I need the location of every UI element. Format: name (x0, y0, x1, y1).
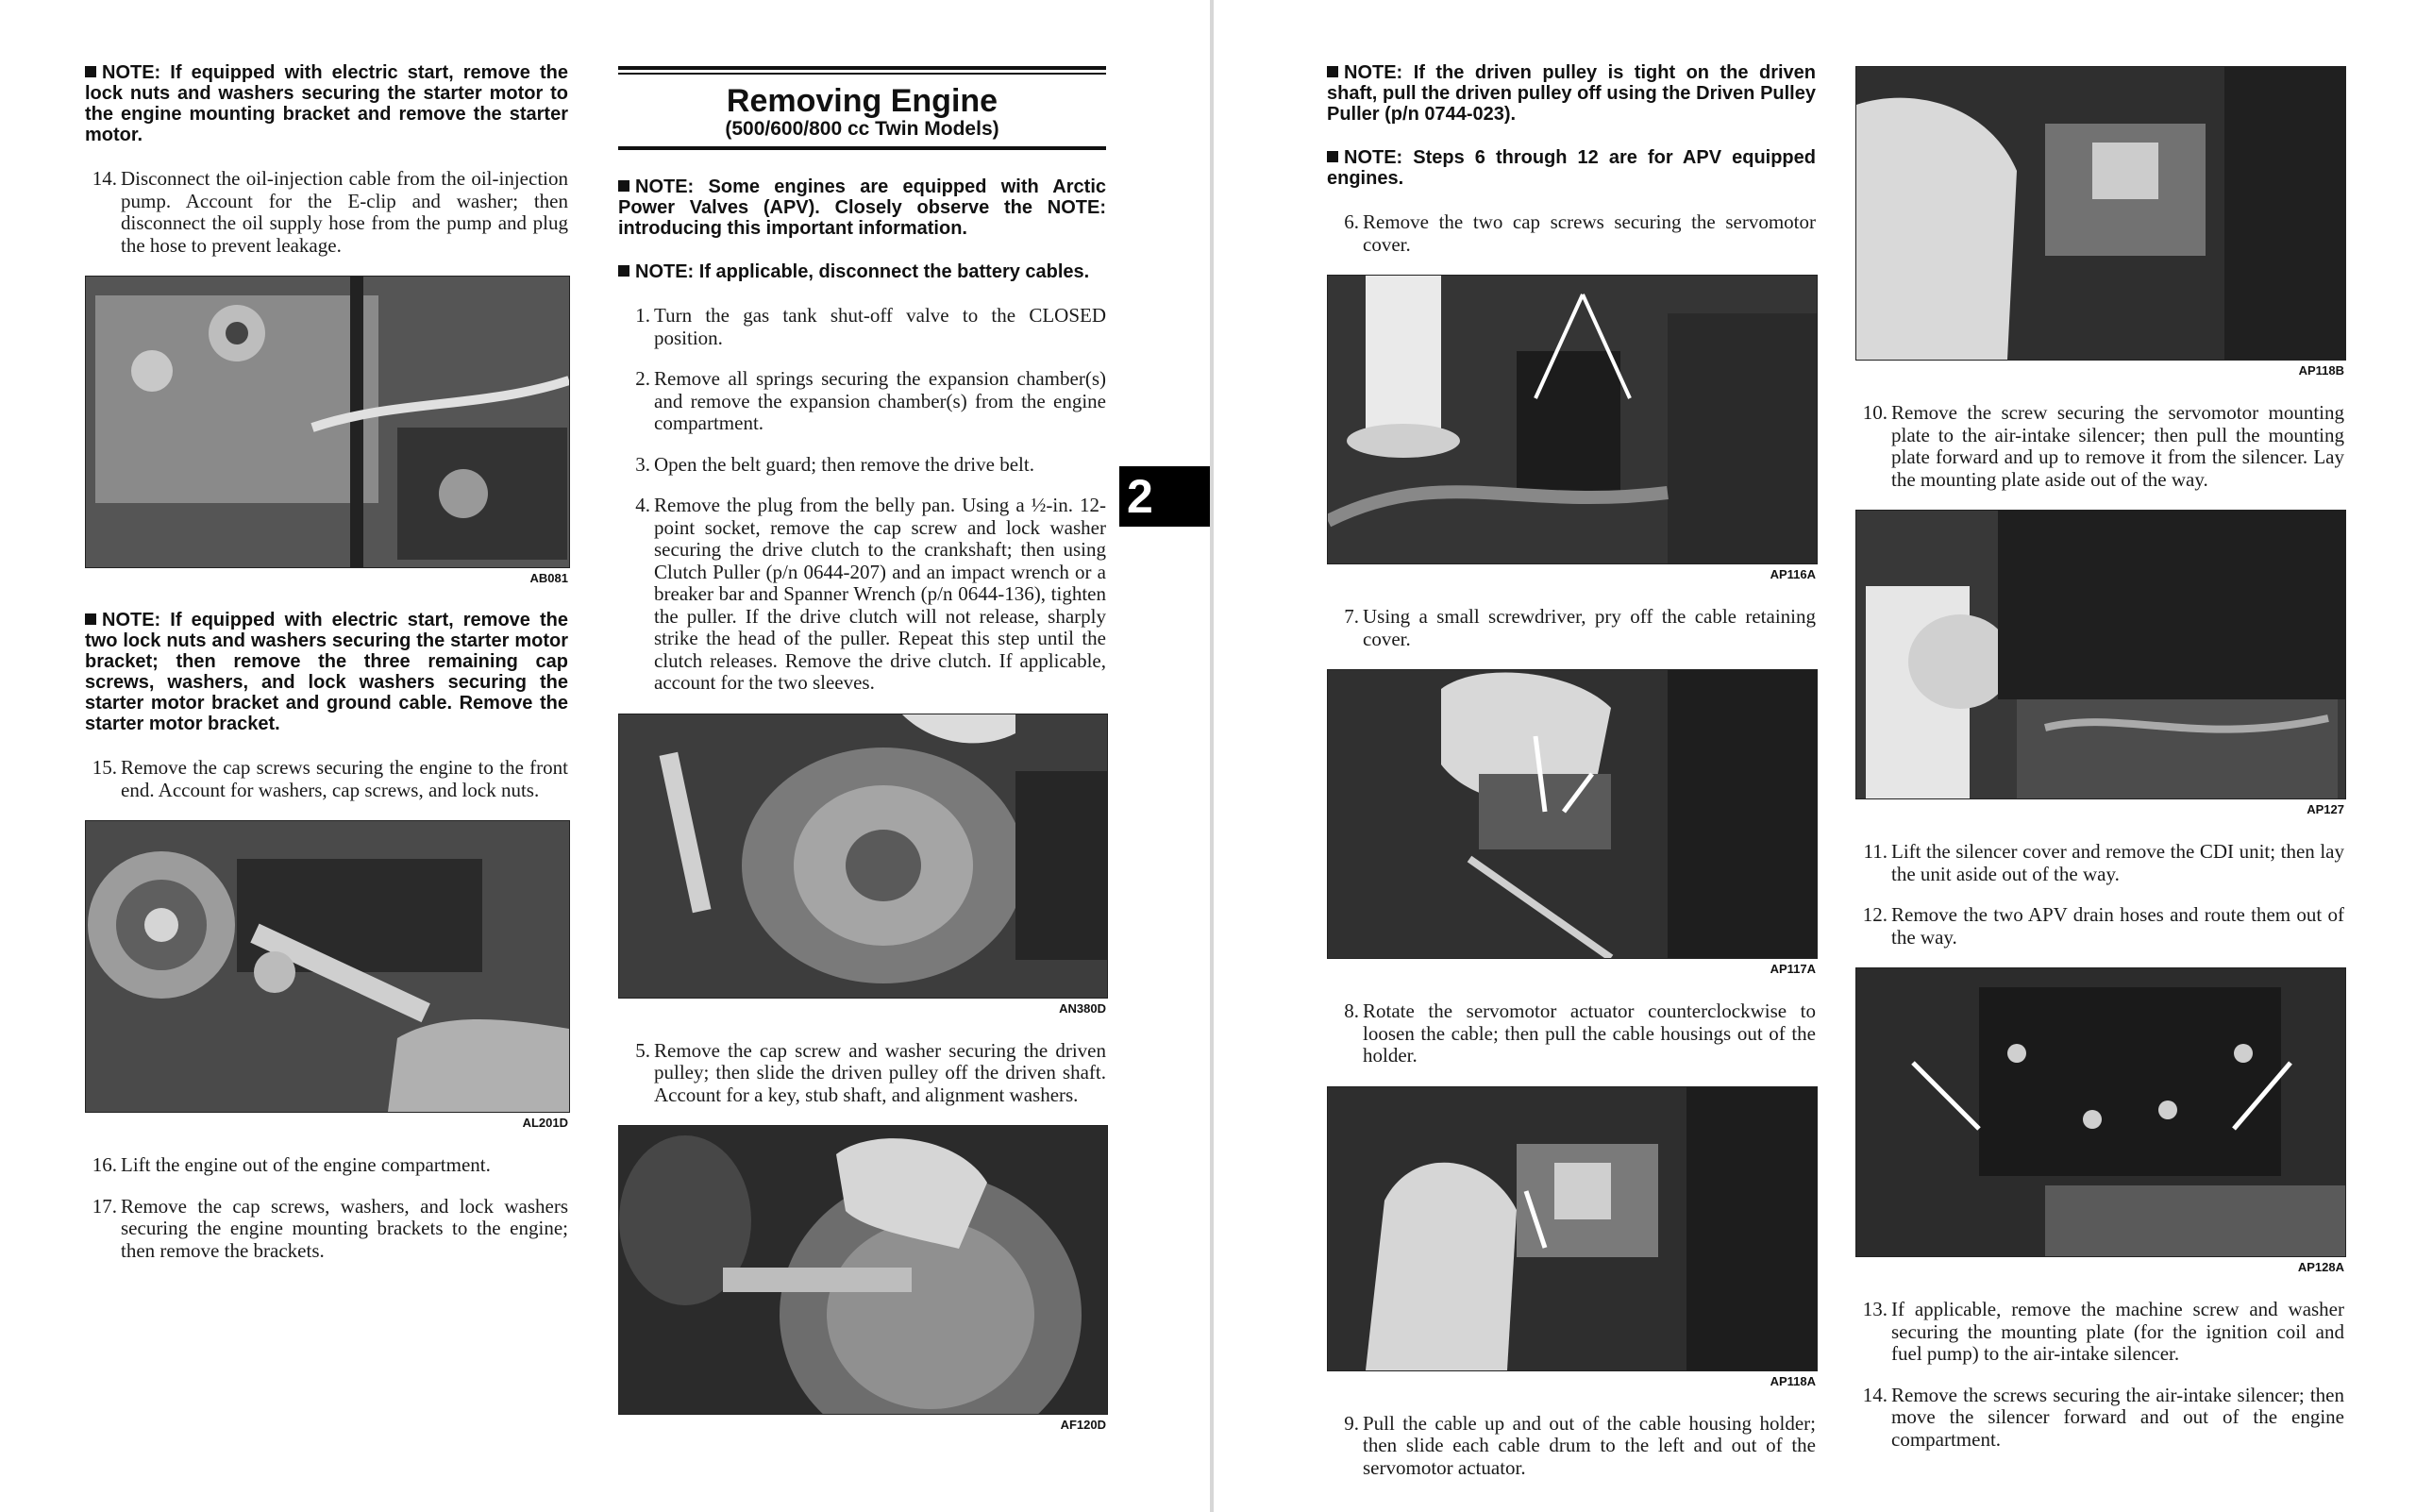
note-bullet-icon (618, 180, 629, 192)
heading-rule (618, 73, 1106, 75)
figure-caption: AP127 (2307, 802, 2344, 816)
note-apv-steps: NOTE: Steps 6 through 12 are for APV equipped engines. (1327, 147, 1816, 189)
right-page (1214, 0, 2416, 1512)
note-bullet-icon (85, 66, 96, 77)
steps-list (1855, 1299, 2344, 1451)
steps-list (85, 1154, 568, 1262)
actuator-photo (1327, 1086, 1818, 1371)
figure-al201d (85, 820, 568, 1130)
step-item: 9. Pull the cable up and out of the cable housing holder; then slide each cable drum to the left and out of the servomotor actuator. (1344, 1411, 1816, 1479)
step-item: 1. Turn the gas tank shut-off valve to the CLOSED position. (635, 304, 1106, 349)
left-column-2 (618, 62, 1106, 1456)
heading-rule (618, 146, 1106, 150)
figure-caption: AP116A (1770, 567, 1816, 581)
note-starter-bracket: NOTE: If equipped with electric start, remove the two lock nuts and washers securing the starter motor bracket; then remove the three remaining cap screws, washers, and lock washers securing the starter motor bracket and ground cable. Remove the starter motor bracket. (85, 610, 568, 734)
step-item: 4. Remove the plug from the belly pan. Using a ½-in. 12-point socket, remove the cap screw and lock washer securing the drive clutch to the crankshaft; then using Clutch Puller (p/n 0644-207) and an impact wrench or a breaker bar and Spanner Wrench (p/n 0644-136), tighten the puller. If the drive clutch will not release, sharply strike the head of the puller. Repeat this step until the clutch releases. Remove the drive clutch. If applicable, account for the two sleeves. (635, 494, 1106, 694)
step-item: 6. Remove the two cap screws securing the servomotor cover. (1344, 210, 1816, 256)
note-bullet-icon (85, 613, 96, 625)
page-title: Removing Engine (726, 83, 998, 119)
figure-caption: AF120D (1060, 1418, 1106, 1432)
steps-list (1327, 211, 1816, 256)
steps-list (85, 757, 568, 801)
step-item: 12. Remove the two APV drain hoses and route them out of the way. (1862, 903, 2344, 949)
step-item: 5. Remove the cap screw and washer securing the driven pulley; then slide the driven pulley off the driven shaft. Account for a key, stub shaft, and alignment washers. (635, 1038, 1106, 1106)
servomotor-photo (1327, 275, 1818, 564)
step-item: 16. Lift the engine out of the engine compartment. (92, 1153, 491, 1176)
note-apv: NOTE: Some engines are equipped with Arctic Power Valves (APV). Closely observe the NOTE: introducing this important information. (618, 176, 1106, 239)
engine-photo (85, 820, 570, 1113)
step-item: 15. Remove the cap screws securing the engine to the front end. Account for washers, cap screws, and lock nuts. (92, 756, 568, 801)
step-item: 11. Lift the silencer cover and remove the CDI unit; then lay the unit aside out of the way. (1863, 840, 2344, 885)
steps-list (1855, 402, 2344, 491)
drain-hoses-photo (1855, 967, 2346, 1257)
section-heading (618, 66, 1106, 150)
steps-list (1327, 1000, 1816, 1067)
step-item: 7. Using a small screwdriver, pry off the cable retaining cover. (1344, 605, 1816, 650)
cable-cover-photo (1327, 669, 1818, 959)
right-column-2 (1855, 66, 2344, 1470)
figure-an380d (618, 714, 1106, 1016)
step-item: 17. Remove the cap screws, washers, and lock washers securing the engine mounting brackets to the engine; then remove the brackets. (92, 1194, 568, 1262)
step-item: 13. If applicable, remove the machine screw and washer securing the mounting plate (for the ignition coil and fuel pump) to the air-intake silencer. (1862, 1298, 2344, 1365)
left-column-1 (85, 62, 568, 1281)
note-starter-motor: NOTE: If equipped with electric start, remove the lock nuts and washers securing the starter motor to the engine mounting bracket and remove the starter motor. (85, 62, 568, 145)
step-item: 3. Open the belt guard; then remove the drive belt. (635, 452, 1034, 476)
figure-ap117a (1327, 669, 1816, 976)
figure-ap118a (1327, 1086, 1816, 1388)
page-subtitle: (500/600/800 cc Twin Models) (725, 118, 999, 140)
silencer-photo (1855, 510, 2346, 799)
figure-caption: AP128A (2297, 1260, 2344, 1274)
figure-caption: AP118A (1770, 1373, 1816, 1388)
figure-caption: AP118B (2298, 363, 2344, 378)
note-battery: NOTE: If applicable, disconnect the battery cables. (618, 261, 1106, 282)
figure-af120d (618, 1125, 1106, 1432)
figure-caption: AL201D (522, 1116, 568, 1130)
figure-ap118b (1855, 66, 2344, 378)
figure-ap127 (1855, 510, 2344, 816)
figure-ab081 (85, 276, 568, 585)
servomotor-plate-photo (1855, 66, 2346, 361)
step-item: 14. Disconnect the oil-injection cable from the oil-injection pump. Account for the E-clip and washer; then disconnect the oil supply hose from the pump and plug the hose to prevent leakage. (92, 167, 568, 257)
steps-list (1855, 841, 2344, 949)
heading-rule (618, 66, 1106, 70)
figure-caption: AB081 (529, 571, 568, 585)
note-bullet-icon (1327, 151, 1338, 162)
right-column-1 (1327, 62, 1816, 1498)
note-driven-pulley: NOTE: If the driven pulley is tight on the driven shaft, pull the driven pulley off using the Driven Pulley Puller (p/n 0744-023). (1327, 62, 1816, 125)
engine-photo (85, 276, 570, 568)
step-item: 2. Remove all springs securing the expansion chamber(s) and remove the expansion chamber(s) from the engine compartment. (635, 367, 1106, 434)
step-item: 10. Remove the screw securing the servomotor mounting plate to the air-intake silencer; then pull the mounting plate forward and up to remove it from the silencer. Lay the mounting plate aside out of the way. (1862, 401, 2344, 491)
steps-list (1327, 606, 1816, 650)
step-item: 8. Rotate the servomotor actuator counterclockwise to loosen the cable; then pull the cable housings out of the holder. (1344, 1000, 1816, 1067)
figure-ap128a (1855, 967, 2344, 1274)
steps-list (618, 1040, 1106, 1107)
note-bullet-icon (1327, 66, 1338, 77)
driven-pulley-photo (618, 1125, 1108, 1415)
section-tab: 2 (1119, 466, 1210, 527)
figure-caption: AN380D (1059, 1000, 1106, 1016)
clutch-photo (618, 714, 1108, 999)
steps-list (618, 305, 1106, 695)
steps-list (1327, 1413, 1816, 1480)
steps-list (85, 168, 568, 257)
figure-caption: AP117A (1770, 962, 1816, 976)
note-bullet-icon (618, 265, 629, 277)
figure-ap116a (1327, 275, 1816, 581)
step-item: 14. Remove the screws securing the air-intake silencer; then move the silencer forward and out of the engine compartment. (1862, 1383, 2344, 1451)
